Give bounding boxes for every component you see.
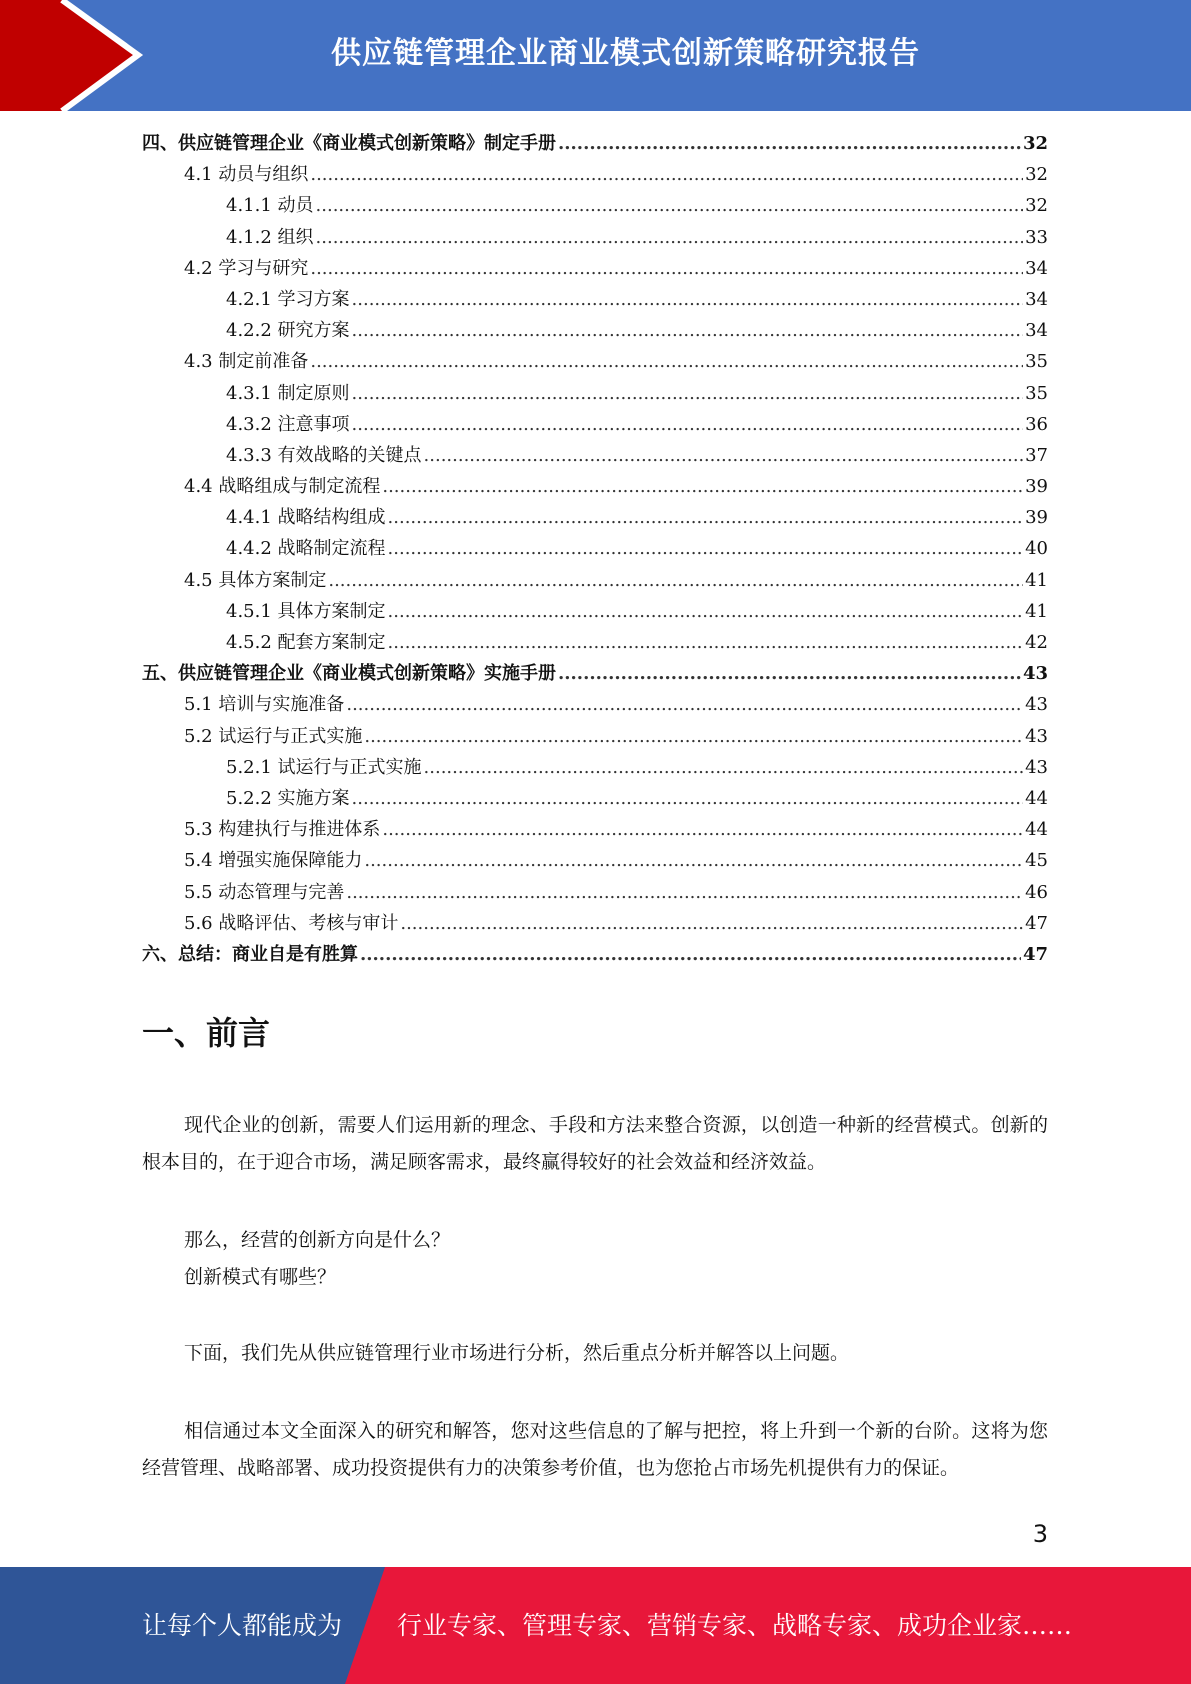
toc-entry-page: 44 (1025, 787, 1048, 809)
toc-entry[interactable] (142, 315, 1048, 346)
toc-entry-label: 四、供应链管理企业《商业模式创新策略》制定手册 (142, 133, 556, 154)
toc-entry[interactable] (142, 253, 1048, 284)
table-of-contents (142, 128, 1048, 970)
toc-entry[interactable] (142, 721, 1048, 752)
toc-entry[interactable] (142, 752, 1048, 783)
toc-entry-page: 43 (1025, 725, 1048, 747)
toc-entry-label: 4.2.2 研究方案 (226, 320, 350, 342)
toc-entry[interactable] (142, 471, 1048, 502)
toc-entry-page: 41 (1025, 600, 1048, 622)
toc-entry-page: 47 (1022, 943, 1048, 965)
toc-entry[interactable] (142, 627, 1048, 658)
footer-slogan-right: 行业专家、管理专家、营销专家、战略专家、成功企业家…… (397, 1611, 1073, 1640)
toc-entry[interactable] (142, 128, 1048, 159)
page-footer (0, 1567, 1191, 1684)
toc-entry-label: 4.5 具体方案制定 (184, 569, 327, 591)
toc-entry[interactable] (142, 440, 1048, 471)
toc-dot-leader (388, 596, 1024, 627)
toc-entry-label: 5.5 动态管理与完善 (184, 881, 345, 903)
toc-entry[interactable] (142, 658, 1048, 689)
toc-entry-page: 39 (1025, 476, 1048, 498)
toc-entry-label: 4.4.1 战略结构组成 (226, 507, 386, 529)
toc-entry[interactable] (142, 845, 1048, 876)
paragraph-analysis: 下面，我们先从供应链管理行业市场进行分析，然后重点分析并解答以上问题。 (184, 1342, 850, 1364)
toc-entry-label: 4.2 学习与研究 (184, 257, 309, 279)
toc-dot-leader (424, 440, 1024, 471)
toc-dot-leader (388, 502, 1024, 533)
question-line: 那么，经营的创新方向是什么？ (184, 1229, 451, 1251)
toc-entry-page: 34 (1025, 288, 1048, 310)
section-heading: 一、前言 (142, 1014, 271, 1052)
toc-entry-label: 4.3.1 制定原则 (226, 382, 350, 404)
footer-slogan-left: 让每个人都能成为 (142, 1611, 343, 1640)
question-line: 创新模式有哪些？ (184, 1266, 337, 1288)
toc-entry-page: 36 (1025, 413, 1048, 435)
toc-entry[interactable] (142, 908, 1048, 939)
toc-dot-leader (382, 471, 1023, 502)
toc-entry-label: 4.1.2 组织 (226, 226, 314, 248)
toc-dot-leader (424, 752, 1024, 783)
toc-dot-leader (352, 284, 1024, 315)
toc-entry-page: 33 (1025, 226, 1048, 248)
toc-entry-page: 41 (1025, 569, 1048, 591)
toc-entry-page: 40 (1025, 538, 1048, 560)
toc-dot-leader (310, 253, 1023, 284)
toc-entry-label: 4.3.3 有效战略的关键点 (226, 444, 422, 466)
toc-entry-page: 37 (1025, 444, 1048, 466)
toc-entry-label: 4.2.1 学习方案 (226, 288, 350, 310)
toc-dot-leader (310, 346, 1023, 377)
toc-entry[interactable] (142, 596, 1048, 627)
toc-entry-label: 5.1 培训与实施准备 (184, 694, 345, 716)
toc-dot-leader (316, 190, 1024, 221)
toc-entry-page: 32 (1025, 195, 1048, 217)
toc-entry[interactable] (142, 814, 1048, 845)
toc-entry[interactable] (142, 159, 1048, 190)
page-header (0, 0, 1191, 111)
toc-dot-leader (352, 315, 1024, 346)
toc-entry-label: 5.4 增强实施保障能力 (184, 850, 363, 872)
toc-dot-leader (400, 908, 1023, 939)
toc-entry-label: 4.5.1 具体方案制定 (226, 600, 386, 622)
toc-entry-page: 32 (1022, 133, 1048, 154)
toc-dot-leader (352, 409, 1024, 440)
toc-dot-leader (346, 689, 1023, 720)
toc-dot-leader (388, 533, 1024, 564)
toc-dot-leader (558, 658, 1021, 689)
toc-entry-page: 39 (1025, 507, 1048, 529)
toc-entry-label: 4.1 动员与组织 (184, 164, 309, 186)
toc-entry[interactable] (142, 409, 1048, 440)
body-questions (142, 1222, 1048, 1296)
toc-entry[interactable] (142, 783, 1048, 814)
toc-entry[interactable] (142, 533, 1048, 564)
toc-entry-label: 4.4.2 战略制定流程 (226, 538, 386, 560)
toc-dot-leader (310, 159, 1023, 190)
toc-entry[interactable] (142, 502, 1048, 533)
toc-entry[interactable] (142, 378, 1048, 409)
toc-entry-label: 五、供应链管理企业《商业模式创新策略》实施手册 (142, 663, 556, 685)
toc-entry[interactable] (142, 222, 1048, 253)
page-number: 3 (1032, 1520, 1048, 1548)
toc-entry-label: 5.3 构建执行与推进体系 (184, 819, 381, 841)
toc-dot-leader (364, 845, 1023, 876)
toc-dot-leader (328, 565, 1023, 596)
body-paragraph (142, 1107, 1048, 1181)
toc-entry-page: 44 (1025, 819, 1048, 841)
toc-entry-page: 47 (1025, 912, 1048, 934)
toc-entry-label: 4.3.2 注意事项 (226, 413, 350, 435)
toc-entry-page: 46 (1025, 881, 1048, 903)
toc-entry[interactable] (142, 346, 1048, 377)
toc-entry-label: 4.1.1 动员 (226, 195, 314, 217)
toc-entry-page: 35 (1025, 382, 1048, 404)
toc-dot-leader (388, 627, 1024, 658)
toc-dot-leader (558, 128, 1021, 159)
toc-dot-leader (382, 814, 1023, 845)
toc-entry-page: 43 (1025, 694, 1048, 716)
toc-entry-page: 43 (1022, 663, 1048, 685)
toc-entry[interactable] (142, 565, 1048, 596)
toc-entry-label: 5.2.2 实施方案 (226, 787, 350, 809)
header-arrow-decoration (0, 0, 160, 111)
toc-entry-label: 5.2 试运行与正式实施 (184, 725, 363, 747)
toc-entry-page: 43 (1025, 756, 1048, 778)
toc-dot-leader (316, 222, 1024, 253)
toc-entry[interactable] (142, 284, 1048, 315)
toc-entry-page: 34 (1025, 320, 1048, 342)
toc-entry-label: 5.6 战略评估、考核与审计 (184, 912, 399, 934)
toc-dot-leader (364, 721, 1023, 752)
toc-entry-label: 5.2.1 试运行与正式实施 (226, 756, 422, 778)
toc-entry-label: 4.4 战略组成与制定流程 (184, 476, 381, 498)
body-paragraph (142, 1335, 1048, 1372)
toc-entry-page: 32 (1025, 164, 1048, 186)
report-title: 供应链管理企业商业模式创新策略研究报告 (331, 36, 920, 71)
toc-entry-label: 4.3 制定前准备 (184, 351, 309, 373)
toc-dot-leader (346, 877, 1023, 908)
toc-entry-page: 42 (1025, 632, 1048, 653)
toc-dot-leader (360, 939, 1021, 970)
toc-dot-leader (352, 783, 1024, 814)
toc-entry-label: 六、总结：商业自是有胜算 (142, 943, 358, 965)
toc-dot-leader (352, 378, 1024, 409)
paragraph-intro: 现代企业的创新，需要人们运用新的理念、手段和方法来整合资源，以创造一种新的经营模式。创新的根本目的，在于迎合市场，满足顾客需求，最终赢得较好的社会效益和经济效益。 (142, 1114, 1048, 1173)
toc-entry-page: 35 (1025, 351, 1048, 373)
paragraph-conclusion: 相信通过本文全面深入的研究和解答，您对这些信息的了解与把控，将上升到一个新的台阶。这将为您经营管理、战略部署、成功投资提供有力的决策参考价值，也为您抢占市场先机提供有力的保证。 (142, 1420, 1048, 1479)
toc-entry-label: 4.5.2 配套方案制定 (226, 632, 386, 653)
toc-entry[interactable] (142, 190, 1048, 221)
toc-entry-page: 34 (1025, 257, 1048, 279)
toc-entry-page: 45 (1025, 850, 1048, 872)
body-paragraph (142, 1413, 1048, 1487)
toc-entry[interactable] (142, 877, 1048, 908)
toc-entry[interactable] (142, 939, 1048, 970)
toc-entry[interactable] (142, 689, 1048, 720)
